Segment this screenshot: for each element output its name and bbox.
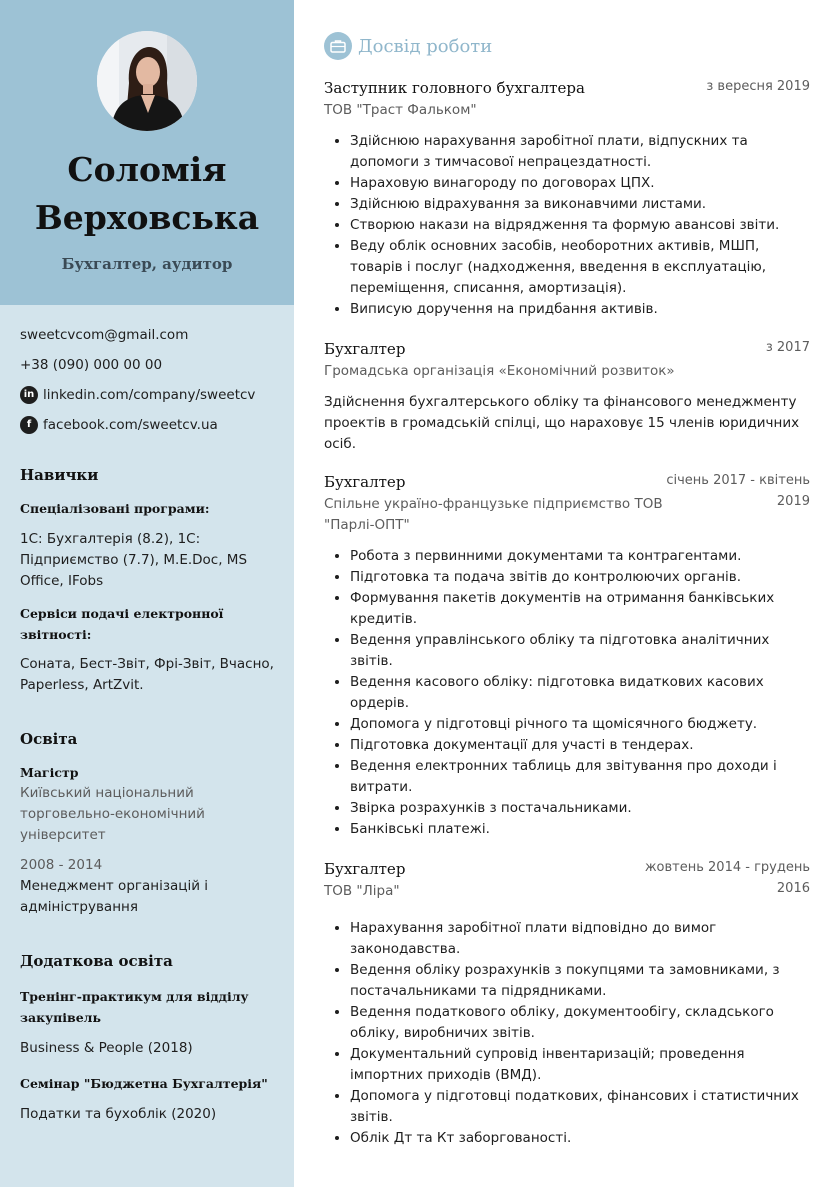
person-last-name: Верховська xyxy=(34,198,260,237)
skills-services-title-line: звітності: xyxy=(20,627,92,642)
list-item: • Нарахування заробітної плати відповідно до вимог законодавства. xyxy=(350,918,810,960)
list-item: • Ведення електронних таблиць для звітування про доходи і витрати. xyxy=(350,756,810,798)
phone-number: +38 (090) 000 00 00 xyxy=(20,357,163,373)
list-item: • Створюю накази на відрядження та формую авансові звіти. xyxy=(350,215,810,236)
skills-programs-list xyxy=(20,529,280,592)
job-date xyxy=(666,470,810,512)
job-description xyxy=(324,392,810,455)
extra-education-item1-title xyxy=(20,986,280,1028)
list-item: • Виписую доручення на придбання активів. xyxy=(350,299,810,320)
skills-services-line: Соната, Бест-Звіт, Фрі-Звіт, Вчасно, xyxy=(20,656,274,672)
linkedin-icon: in xyxy=(20,386,38,404)
sidebar xyxy=(0,0,294,1187)
skills-programs-line: Підприємство (7.7), M.E.Doc, MS xyxy=(20,552,248,568)
job-company: Громадська організація «Економічний розвиток» xyxy=(324,363,675,379)
job-date-line: 2016 xyxy=(776,881,810,896)
experience-heading: Досвід роботи xyxy=(358,35,493,57)
profile-photo xyxy=(97,31,197,131)
education-field-line: Менеджмент організацій і xyxy=(20,878,209,894)
job-description-line: проектів в громадській спілці, що нараховує 15 членів юридичних xyxy=(324,415,800,431)
extra-education-heading: Додаткова освіта xyxy=(20,952,173,970)
skills-services-list xyxy=(20,654,280,696)
list-item: • Ведення управлінського обліку та підготовка аналітичних звітів. xyxy=(350,630,810,672)
extra-education-title-line: Тренінг-практикум для відділу xyxy=(20,989,249,1004)
list-item: • Нараховую винагороду по договорах ЦПХ. xyxy=(350,173,810,194)
extra-education-title-line: закупівель xyxy=(20,1010,101,1025)
education-heading: Освіта xyxy=(20,730,78,748)
job-title: Заступник головного бухгалтера xyxy=(324,79,585,97)
education-school-line: Київський національний xyxy=(20,785,194,801)
education-years: 2008 - 2014 xyxy=(20,857,103,873)
job-date-line: січень 2017 - квітень xyxy=(666,473,810,488)
skills-services-title-line: Сервіси подачі електронної xyxy=(20,606,224,621)
facebook-icon: f xyxy=(20,416,38,434)
facebook-link[interactable]: facebook.com/sweetcv.ua xyxy=(43,417,218,433)
job-title: Бухгалтер xyxy=(324,340,406,358)
job-company-line: "Парлі-ОПТ" xyxy=(324,517,410,533)
job-description-line: Здійснення бухгалтерського обліку та фінансового менеджменту xyxy=(324,394,797,410)
job-description-line: осіб. xyxy=(324,436,357,452)
job-date-line: 2019 xyxy=(776,494,810,509)
skills-programs-title: Спеціалізовані програми: xyxy=(20,501,210,516)
job-title: Бухгалтер xyxy=(324,860,406,878)
job-date: з 2017 xyxy=(765,340,810,355)
list-item: • Підготовка документації для участі в тендерах. xyxy=(350,735,810,756)
extra-education-item2-title: Семінар "Бюджетна Бухгалтерія" xyxy=(20,1076,268,1091)
linkedin-contact[interactable] xyxy=(20,380,280,410)
skills-heading: Навички xyxy=(20,466,99,484)
list-item: • Здійснюю відрахування за виконавчими листами. xyxy=(350,194,810,215)
person-role: Бухгалтер, аудитор xyxy=(61,255,233,273)
main-content xyxy=(324,28,810,1149)
education-school xyxy=(20,783,280,846)
list-item: • Документальний супровід інвентаризацій; проведення імпортних приходів (ВМД). xyxy=(350,1044,810,1086)
job-company-line: Спільне україно-французьке підприємство ТОВ xyxy=(324,496,663,512)
list-item: • Веду облік основних засобів, необоротних активів, МШП, товарів і послуг (надходження, введення в експлуатацію, переміщення, списання, амортизація). xyxy=(350,236,810,299)
list-item: • Ведення обліку розрахунків з покупцями та замовниками, з постачальниками та підрядниками. xyxy=(350,960,810,1002)
experience-section-header xyxy=(324,28,810,64)
list-item: • Звірка розрахунків з постачальниками. xyxy=(350,798,810,819)
skills-programs-line: Office, IFobs xyxy=(20,573,104,589)
education-school-line: торговельно-економічний xyxy=(20,806,205,822)
list-item: • Робота з первинними документами та контрагентами. xyxy=(350,546,810,567)
skills-services-line: Paperless, ArtZvit. xyxy=(20,677,144,693)
education-school-line: університет xyxy=(20,827,106,843)
job-duties xyxy=(324,546,810,840)
portrait-image xyxy=(97,31,197,131)
list-item: • Здійснюю нарахування заробітної плати, відпускних та допомоги з тимчасової непрацездатності. xyxy=(350,131,810,173)
extra-education-item2-org: Податки та бухоблік (2020) xyxy=(20,1106,217,1122)
job-entry xyxy=(324,76,810,320)
list-item: • Допомога у підготовці річного та щомісячного бюджету. xyxy=(350,714,810,735)
job-date xyxy=(645,857,810,899)
person-first-name: Соломія xyxy=(67,150,227,189)
list-item: • Допомога у підготовці податкових, фінансових і статистичних звітів. xyxy=(350,1086,810,1128)
list-item: • Ведення податкового обліку, документообігу, складського обліку, виробничих звітів. xyxy=(350,1002,810,1044)
list-item: • Формування пакетів документів на отримання банківських кредитів. xyxy=(350,588,810,630)
sidebar-body xyxy=(20,320,280,1125)
job-duties xyxy=(324,918,810,1149)
job-entry xyxy=(324,470,810,840)
list-item: • Підготовка та подача звітів до контролюючих органів. xyxy=(350,567,810,588)
person-name xyxy=(0,146,294,242)
education-field xyxy=(20,876,280,918)
education-field-line: адміністрування xyxy=(20,899,138,915)
job-title: Бухгалтер xyxy=(324,473,406,491)
linkedin-link[interactable]: linkedin.com/company/sweetcv xyxy=(43,387,256,403)
job-date-line: жовтень 2014 - грудень xyxy=(644,860,810,875)
extra-education-item1-org: Business & People (2018) xyxy=(20,1040,193,1056)
job-entry xyxy=(324,857,810,1149)
skills-programs-line: 1С: Бухгалтерія (8.2), 1С: xyxy=(20,531,201,547)
job-company: ТОВ "Ліра" xyxy=(324,883,400,899)
list-item: • Облік Дт та Кт заборгованості. xyxy=(350,1128,810,1149)
briefcase-icon xyxy=(324,32,352,60)
skills-services-title xyxy=(20,603,280,645)
facebook-contact[interactable] xyxy=(20,410,280,440)
profile-header xyxy=(0,0,294,305)
job-duties xyxy=(324,131,810,320)
email-link[interactable]: sweetcvcom@gmail.com xyxy=(20,327,189,343)
list-item: • Банківські платежі. xyxy=(350,819,810,840)
job-entry xyxy=(324,337,810,455)
education-degree: Магістр xyxy=(20,765,79,780)
list-item: • Ведення касового обліку: підготовка видаткових касових ордерів. xyxy=(350,672,810,714)
job-company: ТОВ "Траст Фальком" xyxy=(324,102,477,118)
job-date: з вересня 2019 xyxy=(706,79,810,94)
